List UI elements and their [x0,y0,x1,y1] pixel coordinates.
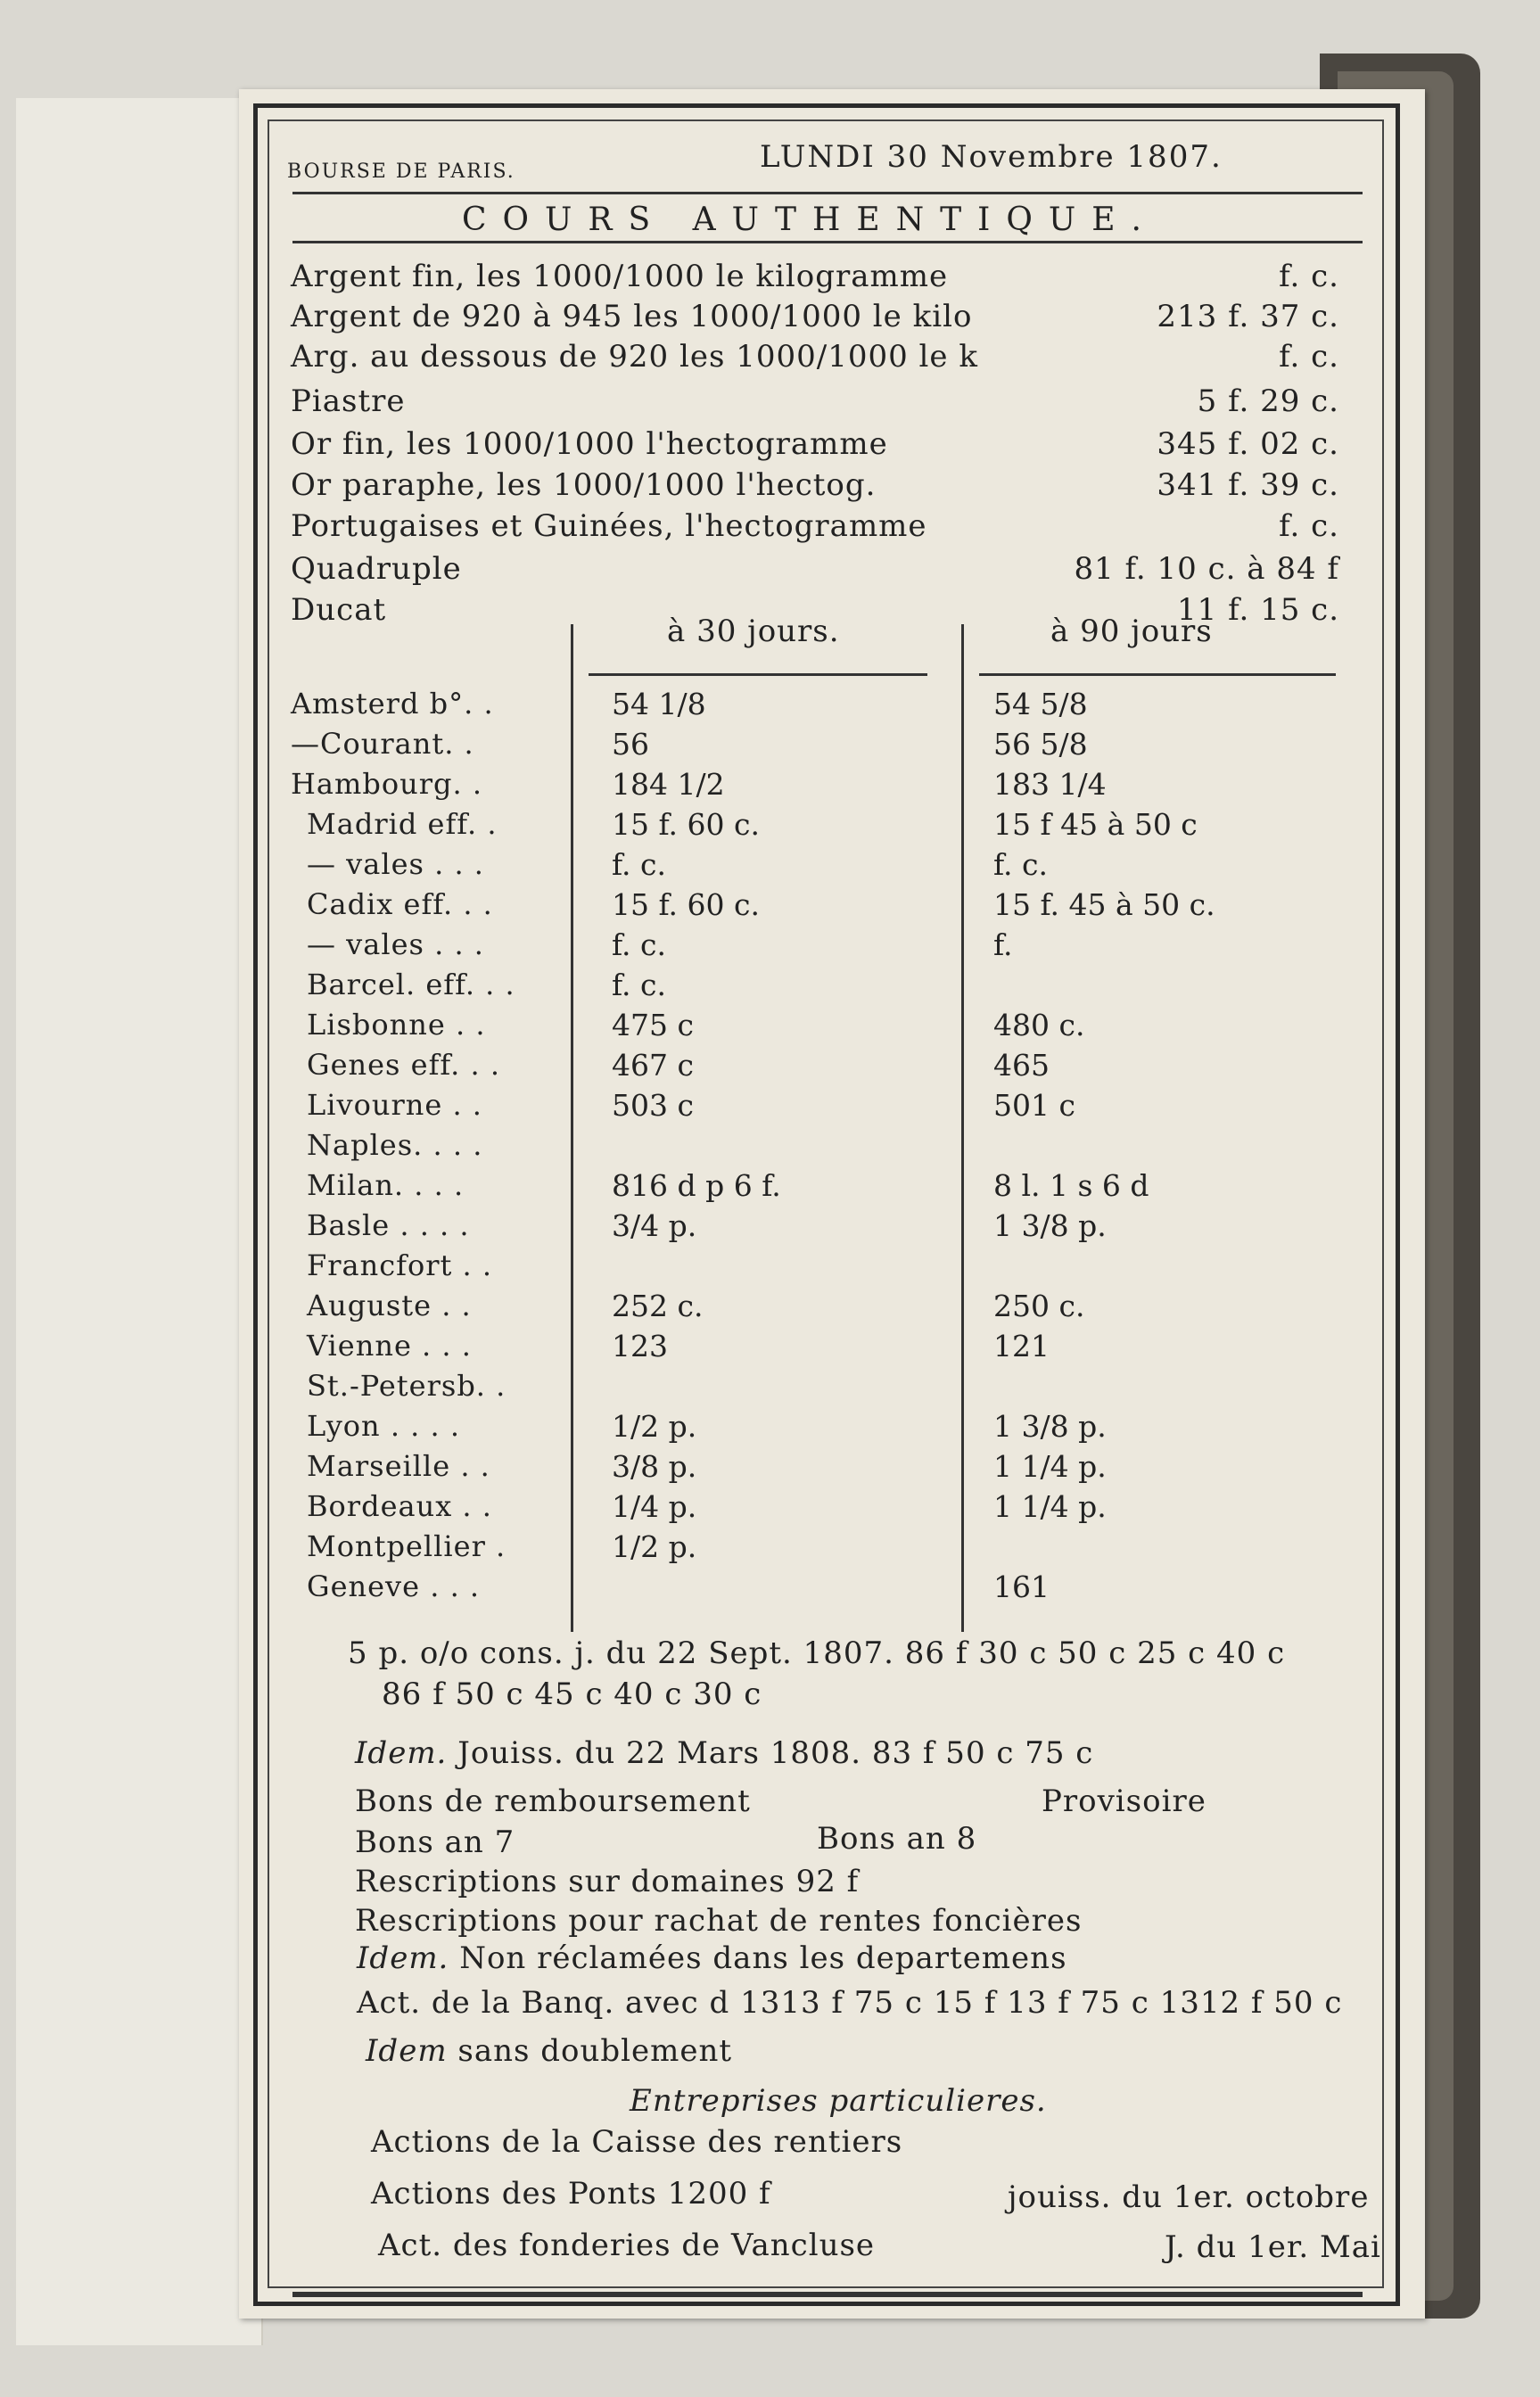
col90-rule [979,673,1336,676]
title-rule [292,241,1363,243]
exchange-value-30: 56 [612,727,649,762]
exchange-city: — vales . . . [307,847,484,881]
exchange-city: Barcel. eff. . . [307,968,515,1001]
metal-value: f. c. [1279,508,1339,544]
cons-line-1: 5 p. o/o cons. j. du 22 Sept. 1807. 86 f 30 c 50 c 25 c 40 c [348,1635,1286,1671]
date-heading: LUNDI 30 Novembre 1807. [760,139,1223,175]
idem2-text: Non réclamées dans les departemens [459,1940,1067,1976]
metal-value: 5 f. 29 c. [1197,383,1339,419]
exchange-city: Hambourg. . [291,767,482,801]
exchange-value-90: 15 f 45 à 50 c [993,807,1198,842]
exchange-value-90: 250 c. [993,1289,1085,1323]
idem-non-reclamees [357,1940,1067,1976]
exchange-city: Bordeaux . . [307,1489,492,1523]
exchange-city: St.-Petersb. . [307,1369,506,1403]
idem3-label: Idem [366,2033,448,2069]
book-spine-page [16,98,263,2345]
exchange-city: Marseille . . [307,1449,490,1483]
bottom-rule [292,2292,1363,2297]
metal-value: 11 f. 15 c. [1177,592,1339,628]
bons-an-7: Bons an 7 [355,1825,515,1860]
exchange-value-90: 121 [993,1329,1050,1363]
exchange-value-30: 15 f. 60 c. [612,887,760,922]
exchange-value-90: 15 f. 45 à 50 c. [993,887,1215,922]
metal-value: 213 f. 37 c. [1157,299,1339,334]
actions-ponts: Actions des Ponts 1200 f [371,2176,771,2212]
exchange-city: Livourne . . [307,1088,482,1122]
idem-text: Jouiss. du 22 Mars 1808. 83 f 50 c 75 c [457,1735,1094,1771]
exchange-value-30: 3/4 p. [612,1208,697,1243]
exchange-value-30: 123 [612,1329,668,1363]
header-rule [292,192,1363,194]
ponts-jouissance: jouiss. du 1er. octobre [1008,2179,1370,2215]
metal-label: Quadruple [291,551,462,587]
exchange-value-30: 816 d p 6 f. [612,1168,781,1203]
exchange-value-30: 475 c [612,1008,694,1042]
exchange-city: Lisbonne . . [307,1008,486,1042]
metal-label: Ducat [291,592,387,628]
exchange-value-90: 8 l. 1 s 6 d [993,1168,1149,1203]
idem3-text: sans doublement [457,2033,733,2069]
exchange-header-90: à 90 jours [1050,614,1213,649]
fonderies-jouissance: J. du 1er. Mai [1165,2229,1381,2265]
rescriptions-domaines: Rescriptions sur domaines 92 f [355,1864,860,1899]
exchange-value-90: 501 c [993,1088,1075,1123]
exchange-city: Lyon . . . . [307,1409,461,1443]
exchange-value-30: f. c. [612,927,666,962]
exchange-city: Genes eff. . . [307,1048,500,1082]
exchange-value-90: 56 5/8 [993,727,1088,762]
exchange-value-90: 1 3/8 p. [993,1409,1107,1444]
exchange-value-90: f. [993,927,1013,962]
exchange-value-90: 1 1/4 p. [993,1489,1107,1524]
exchange-city: — vales . . . [307,927,484,961]
exchange-value-90: f. c. [993,847,1048,882]
exchange-value-30: f. c. [612,847,666,882]
exchange-value-90: 1 1/4 p. [993,1449,1107,1484]
exchange-city: Madrid eff. . [307,807,498,841]
metal-value: 345 f. 02 c. [1157,426,1339,462]
rescriptions-rachat: Rescriptions pour rachat de rentes foncières [355,1903,1083,1939]
exchange-value-30: 54 1/8 [612,687,706,721]
metal-label: Arg. au dessous de 920 les 1000/1000 le k [291,339,978,375]
idem2-label: Idem. [357,1940,449,1976]
bons-an-8: Bons an 8 [817,1821,977,1857]
bourse-heading: BOURSE DE PARIS. [287,161,515,183]
exchange-value-30: 184 1/2 [612,767,725,802]
act-banque: Act. de la Banq. avec d 1313 f 75 c 15 f 13 f 75 c 1312 f 50 c [357,1985,1343,2021]
exchange-value-30: f. c. [612,968,666,1002]
exchange-value-90: 465 [993,1048,1050,1083]
exchange-value-90: 183 1/4 [993,767,1107,802]
metal-value: f. c. [1279,339,1339,375]
entreprises-heading: Entreprises particulieres. [630,2083,1047,2119]
metal-label: Argent de 920 à 945 les 1000/1000 le kilo [291,299,973,334]
idem-label: Idem. [355,1735,448,1771]
divider-left [571,624,573,1632]
exchange-city: Geneve . . . [307,1569,481,1603]
provisoire: Provisoire [1042,1783,1206,1819]
exchange-city: Auguste . . [307,1289,472,1322]
exchange-city: Francfort . . [307,1248,493,1282]
metal-value: 81 f. 10 c. à 84 f [1074,551,1339,587]
metal-label: Or fin, les 1000/1000 l'hectogramme [291,426,888,462]
idem-sans-doublement [366,2033,732,2069]
exchange-value-30: 503 c [612,1088,694,1123]
exchange-city: Cadix eff. . . [307,887,493,921]
bons-remboursement: Bons de remboursement [355,1783,751,1819]
exchange-city: Milan. . . . [307,1168,465,1202]
document-title: COURS AUTHENTIQUE. [462,202,1157,238]
exchange-city: —Courant. . [291,727,474,761]
metal-label: Or paraphe, les 1000/1000 l'hectog. [291,467,877,503]
exchange-city: Naples. . . . [307,1128,483,1162]
divider-right [961,624,964,1632]
document-page [239,89,1425,2319]
exchange-header-30: à 30 jours. [667,614,840,649]
actions-caisse: Actions de la Caisse des rentiers [371,2124,903,2160]
exchange-value-30: 1/2 p. [612,1529,697,1564]
metal-value: f. c. [1279,259,1339,294]
exchange-value-30: 467 c [612,1048,694,1083]
exchange-value-30: 15 f. 60 c. [612,807,760,842]
metal-label: Argent fin, les 1000/1000 le kilogramme [291,259,949,294]
cons-line-2: 86 f 50 c 45 c 40 c 30 c [382,1676,762,1712]
exchange-city: Vienne . . . [307,1329,472,1363]
exchange-value-90: 1 3/8 p. [993,1208,1107,1243]
exchange-value-90: 54 5/8 [993,687,1088,721]
exchange-value-30: 1/4 p. [612,1489,697,1524]
metal-label: Piastre [291,383,406,419]
exchange-value-90: 161 [993,1569,1050,1604]
exchange-value-30: 3/8 p. [612,1449,697,1484]
metal-label: Portugaises et Guinées, l'hectogramme [291,508,927,544]
act-fonderies: Act. des fonderies de Vancluse [378,2228,876,2263]
metal-value: 341 f. 39 c. [1157,467,1339,503]
col30-rule [589,673,927,676]
exchange-city: Basle . . . . [307,1208,470,1242]
exchange-value-30: 252 c. [612,1289,704,1323]
exchange-value-30: 1/2 p. [612,1409,697,1444]
idem-jouiss-line [355,1735,1093,1771]
exchange-city: Montpellier . [307,1529,506,1563]
exchange-value-90: 480 c. [993,1008,1085,1042]
exchange-city: Amsterd b°. . [291,687,494,721]
